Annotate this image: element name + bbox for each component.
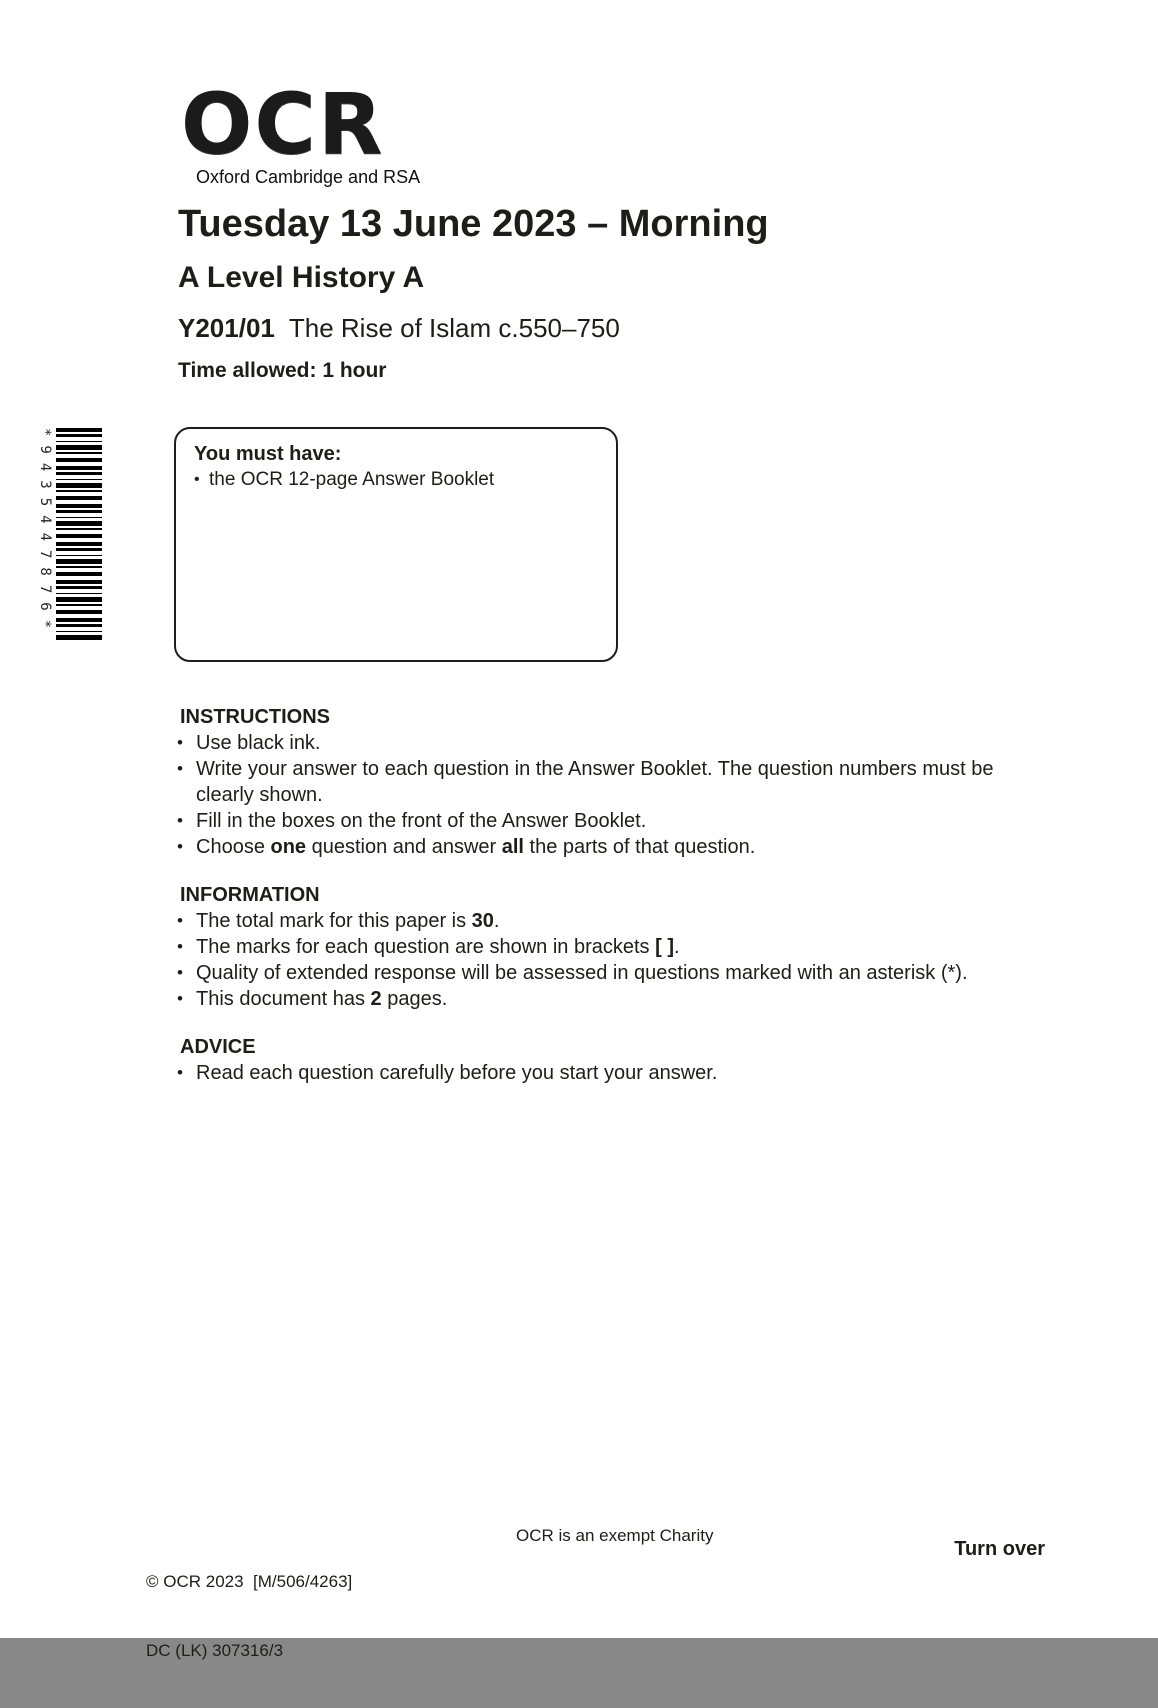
- footer-charity-note: OCR is an exempt Charity: [516, 1526, 714, 1545]
- bullet-item: [180, 834, 1042, 860]
- section-heading: INSTRUCTIONS: [180, 706, 330, 728]
- bullet-text: Quality of extended response will be assessed in questions marked with an asterisk (*).: [196, 962, 968, 984]
- bullet-item: [180, 730, 1042, 756]
- exam-date-title: Tuesday 13 June 2023 – Morning: [178, 203, 769, 245]
- section-heading: ADVICE: [180, 1036, 256, 1058]
- bullet-text-bold: all: [501, 836, 524, 858]
- bullet-text: This document has: [196, 988, 371, 1010]
- bullet-text: Write your answer to each question in the Answer Booklet. The question numbers must be clearly shown.: [196, 758, 994, 806]
- bullet-item: [180, 986, 1042, 1012]
- footer-doc-ref: DC (LK) 307316/3: [146, 1641, 284, 1660]
- paper-code-line: [178, 312, 620, 344]
- bullet-text: .: [674, 936, 680, 958]
- paper-code: Y201/01: [178, 313, 275, 343]
- bullet-item: [180, 756, 1042, 808]
- bullet-text: .: [493, 910, 500, 932]
- bullet-text: Use black ink.: [196, 732, 321, 754]
- rules-sections: [180, 704, 1042, 1086]
- barcode: [36, 428, 102, 642]
- section-bullet-list: [180, 908, 1042, 1012]
- must-have-items: [194, 467, 598, 492]
- footer-copyright: © OCR 2023 [M/506/4263]: [146, 1572, 353, 1591]
- ocr-logo-tagline: Oxford Cambridge and RSA: [196, 167, 421, 187]
- section-heading: INFORMATION: [180, 884, 320, 906]
- time-allowed: Time allowed: 1 hour: [178, 359, 387, 382]
- bullet-text: pages.: [381, 988, 448, 1010]
- bullet-text: Read each question carefully before you start your answer.: [196, 1062, 718, 1084]
- bullet-text: The marks for each question are shown in brackets: [196, 936, 656, 958]
- bullet-item: [180, 808, 1042, 834]
- bullet-text-bold: [ ]: [655, 936, 675, 958]
- bullet-item: [180, 1060, 1042, 1086]
- bullet-text-bold: 2: [370, 988, 382, 1010]
- ocr-logo: OCR: [181, 75, 385, 173]
- bullet-item: [180, 934, 1042, 960]
- section-bullet-list: [180, 730, 1042, 860]
- barcode-bars: [56, 428, 102, 642]
- barcode-number: *9435447876*: [37, 428, 53, 638]
- bullet-text: The total mark for this paper is: [196, 910, 472, 932]
- must-have-box: [174, 427, 618, 662]
- paper-title: The Rise of Islam c.550–750: [288, 313, 620, 343]
- bullet-text: Fill in the boxes on the front of the Answer Booklet.: [196, 810, 647, 832]
- bullet-text: question and answer: [306, 836, 502, 858]
- must-have-heading: You must have:: [194, 443, 342, 465]
- must-have-item: • the OCR 12-page Answer Booklet: [194, 467, 598, 492]
- bullet-item: [180, 960, 1042, 986]
- footer-left-block: [146, 1524, 352, 1708]
- bullet-text: Choose: [196, 836, 271, 858]
- turn-over-label: Turn over: [954, 1538, 1045, 1560]
- qualification-title: A Level History A: [178, 261, 425, 294]
- bullet-item: [180, 908, 1042, 934]
- bullet-text: the parts of that question.: [524, 836, 756, 858]
- bullet-text-bold: one: [270, 836, 307, 858]
- section-bullet-list: [180, 1060, 1042, 1086]
- bullet-text-bold: 30: [471, 910, 494, 932]
